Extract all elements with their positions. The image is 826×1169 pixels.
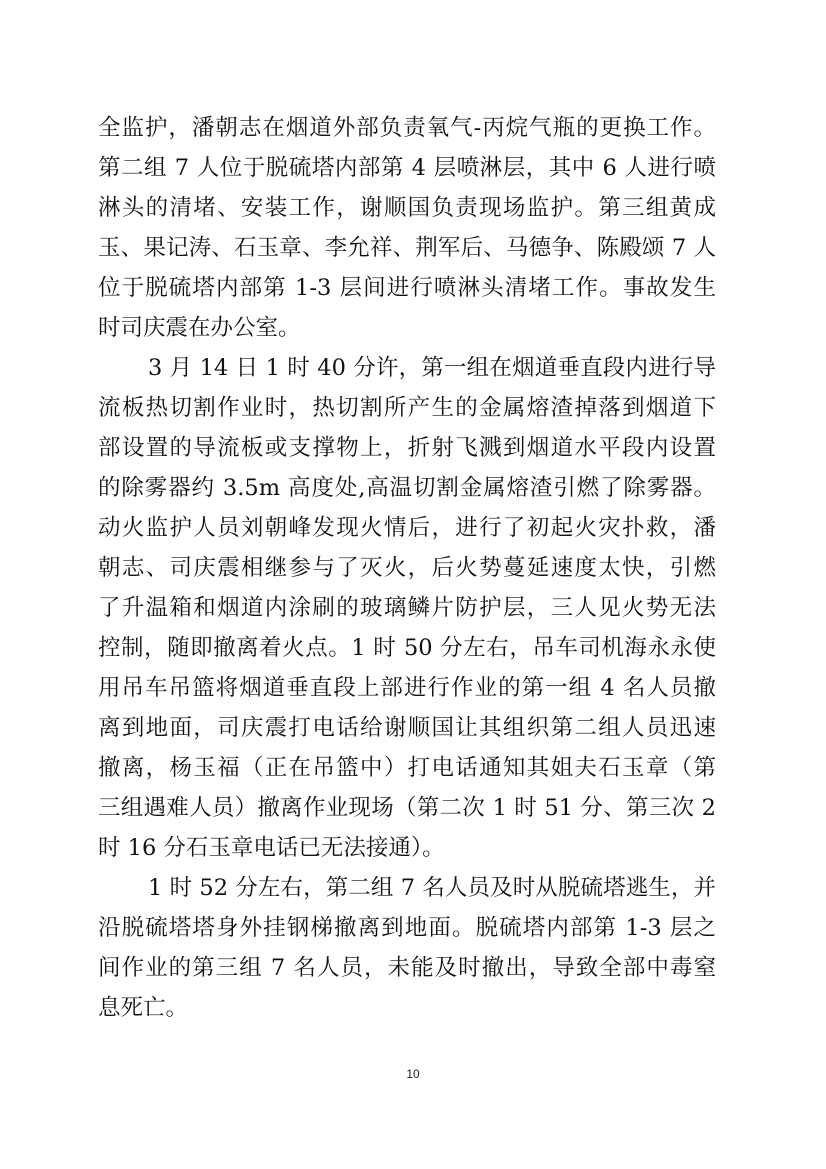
text-line: 全监护，潘朝志在烟道外部负责氧气-丙烷气瓶的更换工作。 xyxy=(98,115,716,141)
text-line: 时 16 分石玉章电话已无法接通）。 xyxy=(98,835,445,861)
text-line: 玉、果记涛、石玉章、李允祥、荆军后、马德争、陈殿颂 7 人 xyxy=(98,235,716,261)
text-line: 位于脱硫塔内部第 1-3 层间进行喷淋头清堵工作。事故发生 xyxy=(98,275,716,301)
text-line: 撤离，杨玉福（正在吊篮中）打电话通知其姐夫石玉章（第 xyxy=(98,755,716,781)
text-line: 动火监护人员刘朝峰发现火情后，进行了初起火灾扑救，潘 xyxy=(98,515,716,541)
text-line: 离到地面，司庆震打电话给谢顺国让其组织第二组人员迅速 xyxy=(98,715,716,741)
text-line: 了升温箱和烟道内涂刷的玻璃鳞片防护层，三人见火势无法 xyxy=(98,595,716,621)
text-line: 淋头的清堵、安装工作，谢顺国负责现场监护。第三组黄成 xyxy=(98,195,716,221)
text-line: 时司庆震在办公室。 xyxy=(98,315,301,341)
text-line: 第二组 7 人位于脱硫塔内部第 4 层喷淋层，其中 6 人进行喷 xyxy=(98,155,716,181)
text-line: 息死亡。 xyxy=(98,995,189,1021)
text-line: 控制，随即撤离着火点。1 时 50 分左右，吊车司机海永永使 xyxy=(98,635,716,661)
text-line: 3 月 14 日 1 时 40 分许，第一组在烟道垂直段内进行导 xyxy=(148,355,716,381)
text-line: 间作业的第三组 7 名人员，未能及时撤出，导致全部中毒窒 xyxy=(98,955,716,981)
page-number: 10 xyxy=(406,1067,420,1081)
text-line: 朝志、司庆震相继参与了灭火，后火势蔓延速度太快，引燃 xyxy=(98,555,716,581)
text-line: 的除雾器约 3.5m 高度处,高温切割金属熔渣引燃了除雾器。 xyxy=(98,475,716,501)
text-line: 三组遇难人员）撤离作业现场（第二次 1 时 51 分、第三次 2 xyxy=(98,795,716,821)
body-text xyxy=(98,108,716,1028)
text-line: 沿脱硫塔塔身外挂钢梯撤离到地面。脱硫塔内部第 1-3 层之 xyxy=(98,915,716,941)
text-line: 1 时 52 分左右，第二组 7 名人员及时从脱硫塔逃生，并 xyxy=(148,875,716,901)
text-line: 流板热切割作业时，热切割所产生的金属熔渣掉落到烟道下 xyxy=(98,395,716,421)
text-line: 部设置的导流板或支撑物上，折射飞溅到烟道水平段内设置 xyxy=(98,435,716,461)
text-line: 用吊车吊篮将烟道垂直段上部进行作业的第一组 4 名人员撤 xyxy=(98,675,716,701)
